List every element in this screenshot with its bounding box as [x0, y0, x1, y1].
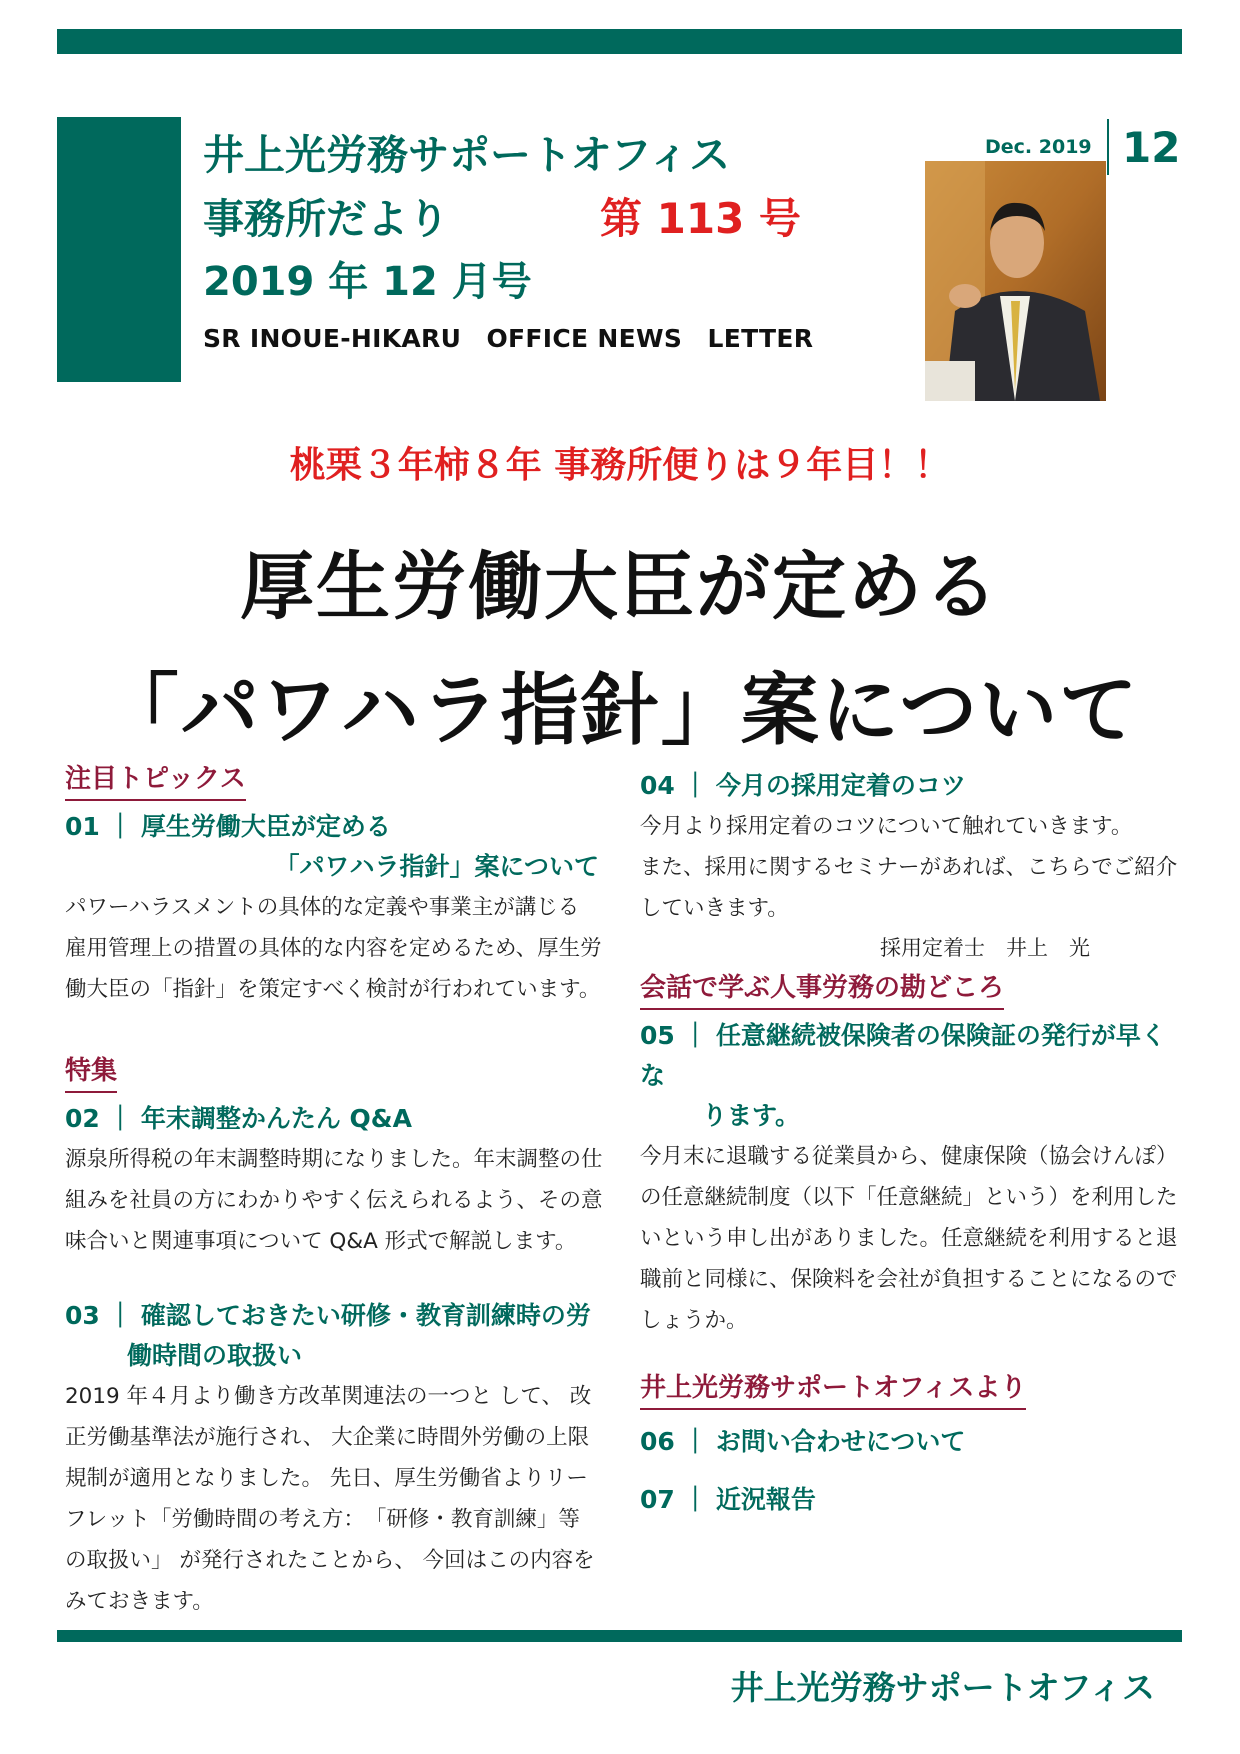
- toc-item-01-line2: 「パワハラ指針」案について: [274, 852, 599, 881]
- date-label: Dec. 2019: [985, 136, 1092, 158]
- issue-number: 第 113 号: [600, 194, 801, 243]
- tagline: 桃栗３年柿８年 事務所便りは９年目！！: [289, 445, 951, 486]
- item-01-body: パワーハラスメントの具体的な定義や事業主が講じる 雇用管理上の措置の具体的な内容を定めるため、厚生労 働大臣の「指針」を策定すべく検討が行われています。: [65, 895, 602, 1002]
- toc-item-05-line2: ります。: [702, 1101, 801, 1130]
- toc-item-06[interactable]: 06 ｜ お問い合わせについて: [640, 1427, 966, 1456]
- main-title-line2: 「パワハラ指針」案について: [100, 666, 1140, 756]
- section-heading-office: 井上光労務サポートオフィスより: [640, 1367, 1026, 1410]
- date-divider: [1107, 119, 1109, 175]
- author-photo: [925, 161, 1106, 401]
- item-05-body: 今月末に退職する従業員から、健康保険（協会けんぽ） の任意継続制度（以下「任意継続」という）を利用した いという申し出がありました。任意継続を利用すると退 職前と同様に、保険料を会社が負担することになるので しょうか。: [640, 1144, 1178, 1333]
- issue-month: 2019 年 12 月号: [203, 259, 532, 305]
- toc-item-03[interactable]: 03 ｜ 確認しておきたい研修・教育訓練時の労: [65, 1301, 591, 1330]
- right-column: [640, 766, 1180, 1520]
- item-03-body: 2019 年４月より働き方改革関連法の一つと して、 改 正労働基準法が施行され、 大企業に時間外労働の上限 規制が適用となりました。 先日、厚生労働省よりリー フレット「労働時間の考え方： 「研修・教育訓練」等 の取扱い」 が発行されたことから、 今回はこの内容を みておきます。: [65, 1384, 595, 1614]
- section-heading-feature: 特集: [65, 1050, 117, 1093]
- item-04-body: 今月より採用定着のコツについて触れていきます。 また、採用に関するセミナーがあれば、こちらでご紹介 していきます。: [640, 814, 1178, 921]
- top-bar: [57, 29, 1182, 54]
- month-number: 12: [1122, 123, 1181, 172]
- footer-office-name: 井上光労務サポートオフィス: [730, 1668, 1155, 1707]
- toc-item-02[interactable]: 02 ｜ 年末調整かんたん Q&A: [65, 1104, 412, 1133]
- section-heading-topics: 注目トピックス: [65, 758, 246, 801]
- item-02-body: 源泉所得税の年末調整時期になりました。年末調整の仕 組みを社員の方にわかりやすく伝えられるよう、その意 味合いと関連事項について Q&A 形式で解説します。: [65, 1147, 603, 1254]
- toc-item-03-line2: 働時間の取扱い: [127, 1341, 303, 1370]
- english-title: SR INOUE-HIKARU OFFICE NEWS LETTER: [203, 324, 814, 353]
- main-title-line1: 厚生労働大臣が定める: [240, 544, 1000, 630]
- toc-item-01[interactable]: 01 ｜ 厚生労働大臣が定める: [65, 812, 391, 841]
- office-name: 井上光労務サポートオフィス: [203, 131, 731, 179]
- newsletter-name: 事務所だより: [203, 195, 449, 243]
- header-accent-block: [57, 117, 181, 382]
- section-heading-hr: 会話で学ぶ人事労務の勘どころ: [640, 967, 1004, 1010]
- toc-item-04[interactable]: 04 ｜ 今月の採用定着のコツ: [640, 771, 966, 800]
- bottom-bar: [57, 1630, 1182, 1642]
- left-column: [65, 758, 605, 1622]
- signature: 採用定着士 井上 光: [880, 936, 1090, 960]
- toc-item-05[interactable]: 05 ｜ 任意継続被保険者の保険証の発行が早くな: [640, 1021, 1166, 1090]
- toc-item-07[interactable]: 07 ｜ 近況報告: [640, 1485, 816, 1514]
